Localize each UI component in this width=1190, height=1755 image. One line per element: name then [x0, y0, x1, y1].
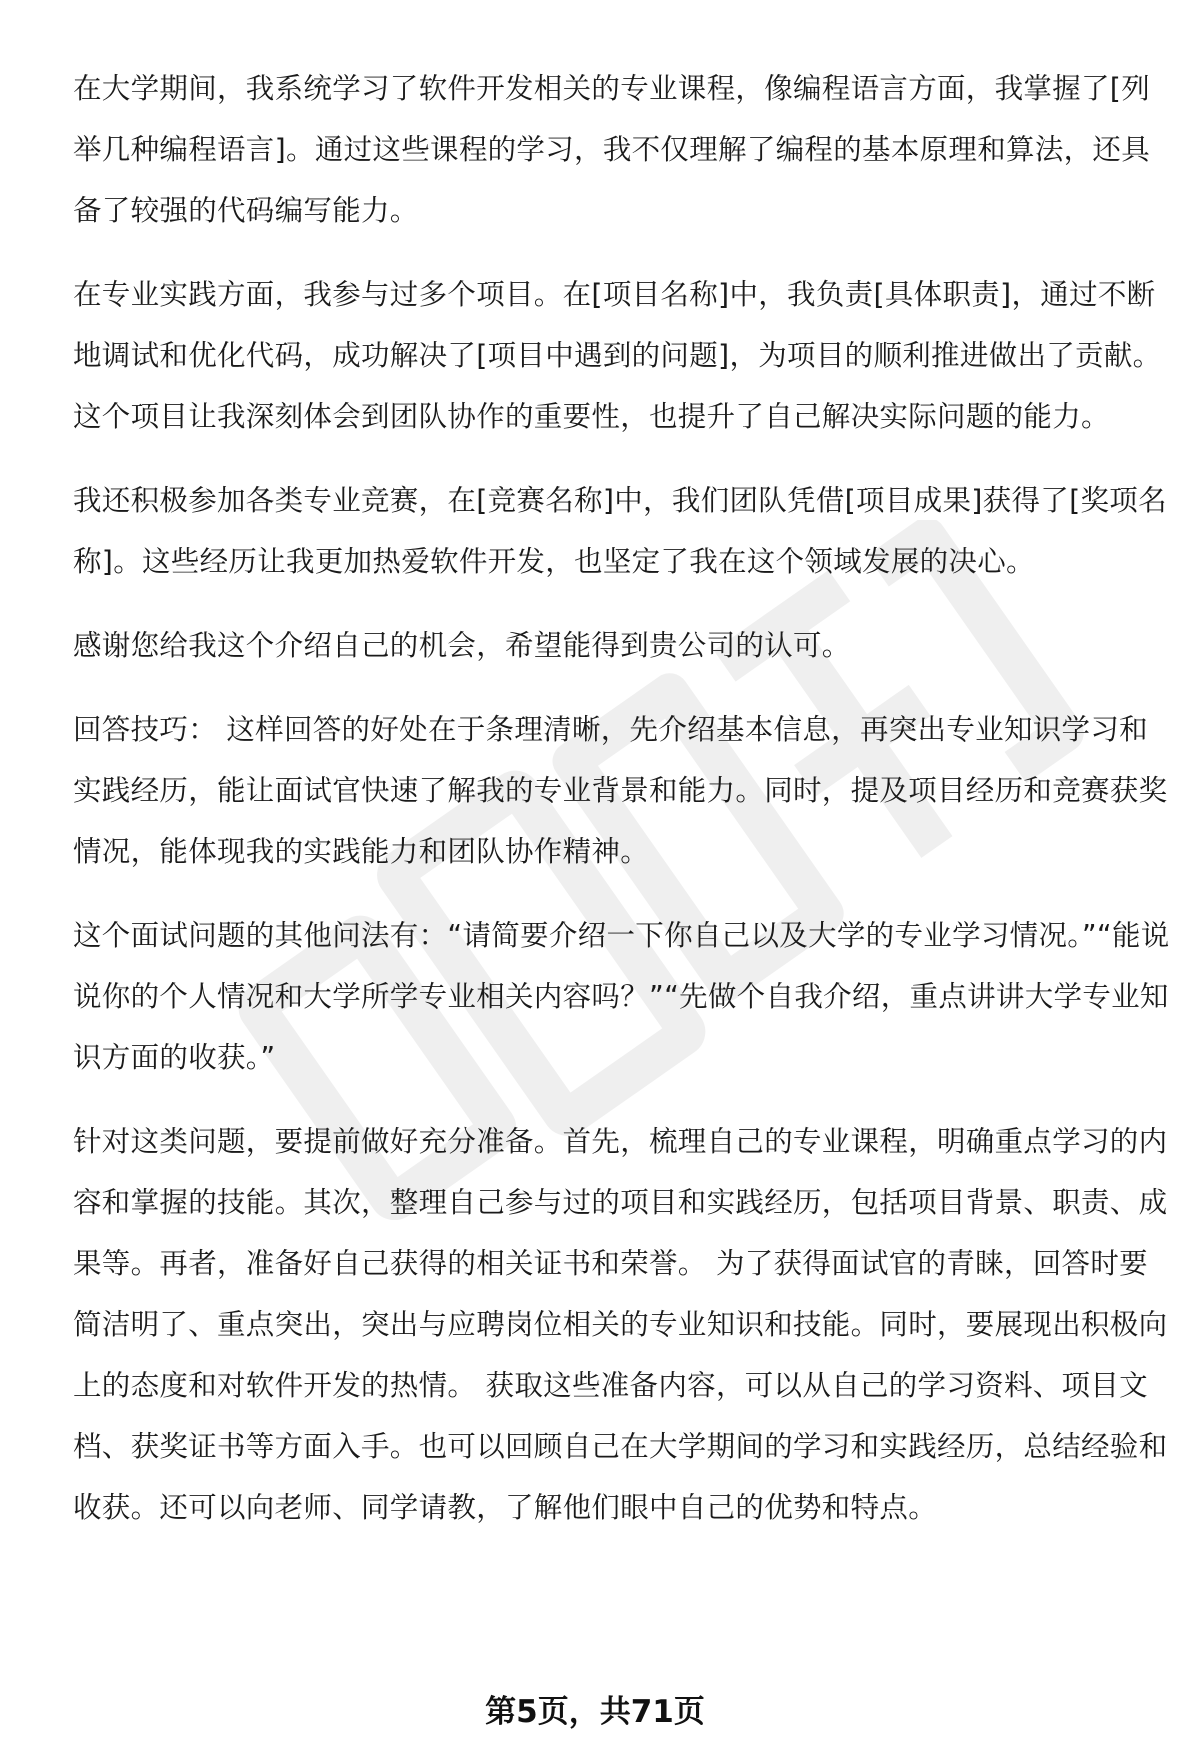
paragraph: 在大学期间，我系统学习了软件开发相关的专业课程，像编程语言方面，我掌握了[列举几种编程语言]。通过这些课程的学习，我不仅理解了编程的基本原理和算法，还具备了较强的代码编写能力。 — [73, 72, 1151, 227]
paragraph: 在专业实践方面，我参与过多个项目。在[项目名称]中，我负责[具体职责]，通过不断地调试和优化代码，成功解决了[项目中遇到的问题]，为项目的顺利推进做出了贡献。这个项目让我深刻体会到团队协作的重要性，也提升了自己解决实际问题的能力。 — [73, 278, 1162, 433]
page-number-footer: 第5页，共71页 — [485, 1694, 705, 1730]
paragraph: 感谢您给我这个介绍自己的机会，希望能得到贵公司的认可。 — [73, 629, 851, 662]
paragraph: 针对这类问题，要提前做好充分准备。首先，梳理自己的专业课程，明确重点学习的内容和掌握的技能。其次，整理自己参与过的项目和实践经历，包括项目背景、职责、成果等。再者，准备好自己获得的相关证书和荣誉。 为了获得面试官的青睐，回答时要简洁明了、重点突出，突出与应聘岗位相关的专业知识和技能。同时，要展现出积极向上的态度和对软件开发的热情。 获取这些准备内容，可以从自己的学习资料、项目文档、获奖证书等方面入手。也可以回顾自己在大学期间的学习和实践经历，总结经验和收获。还可以向老师、同学请教，了解他们眼中自己的优势和特点。 — [73, 1125, 1168, 1524]
paragraph: 回答技巧： 这样回答的好处在于条理清晰，先介绍基本信息，再突出专业知识学习和实践经历，能让面试官快速了解我的专业背景和能力。同时，提及项目经历和竞赛获奖情况，能体现我的实践能力和团队协作精神。 — [73, 713, 1168, 868]
document-body — [73, 58, 1173, 1561]
paragraph: 这个面试问题的其他问法有：“请简要介绍一下你自己以及大学的专业学习情况。”“能说说你的个人情况和大学所学专业相关内容吗？”“先做个自我介绍，重点讲讲大学专业知识方面的收获。” — [73, 919, 1170, 1074]
paragraph: 我还积极参加各类专业竞赛，在[竞赛名称]中，我们团队凭借[项目成果]获得了[奖项名称]。这些经历让我更加热爱软件开发，也坚定了我在这个领域发展的决心。 — [73, 484, 1167, 578]
